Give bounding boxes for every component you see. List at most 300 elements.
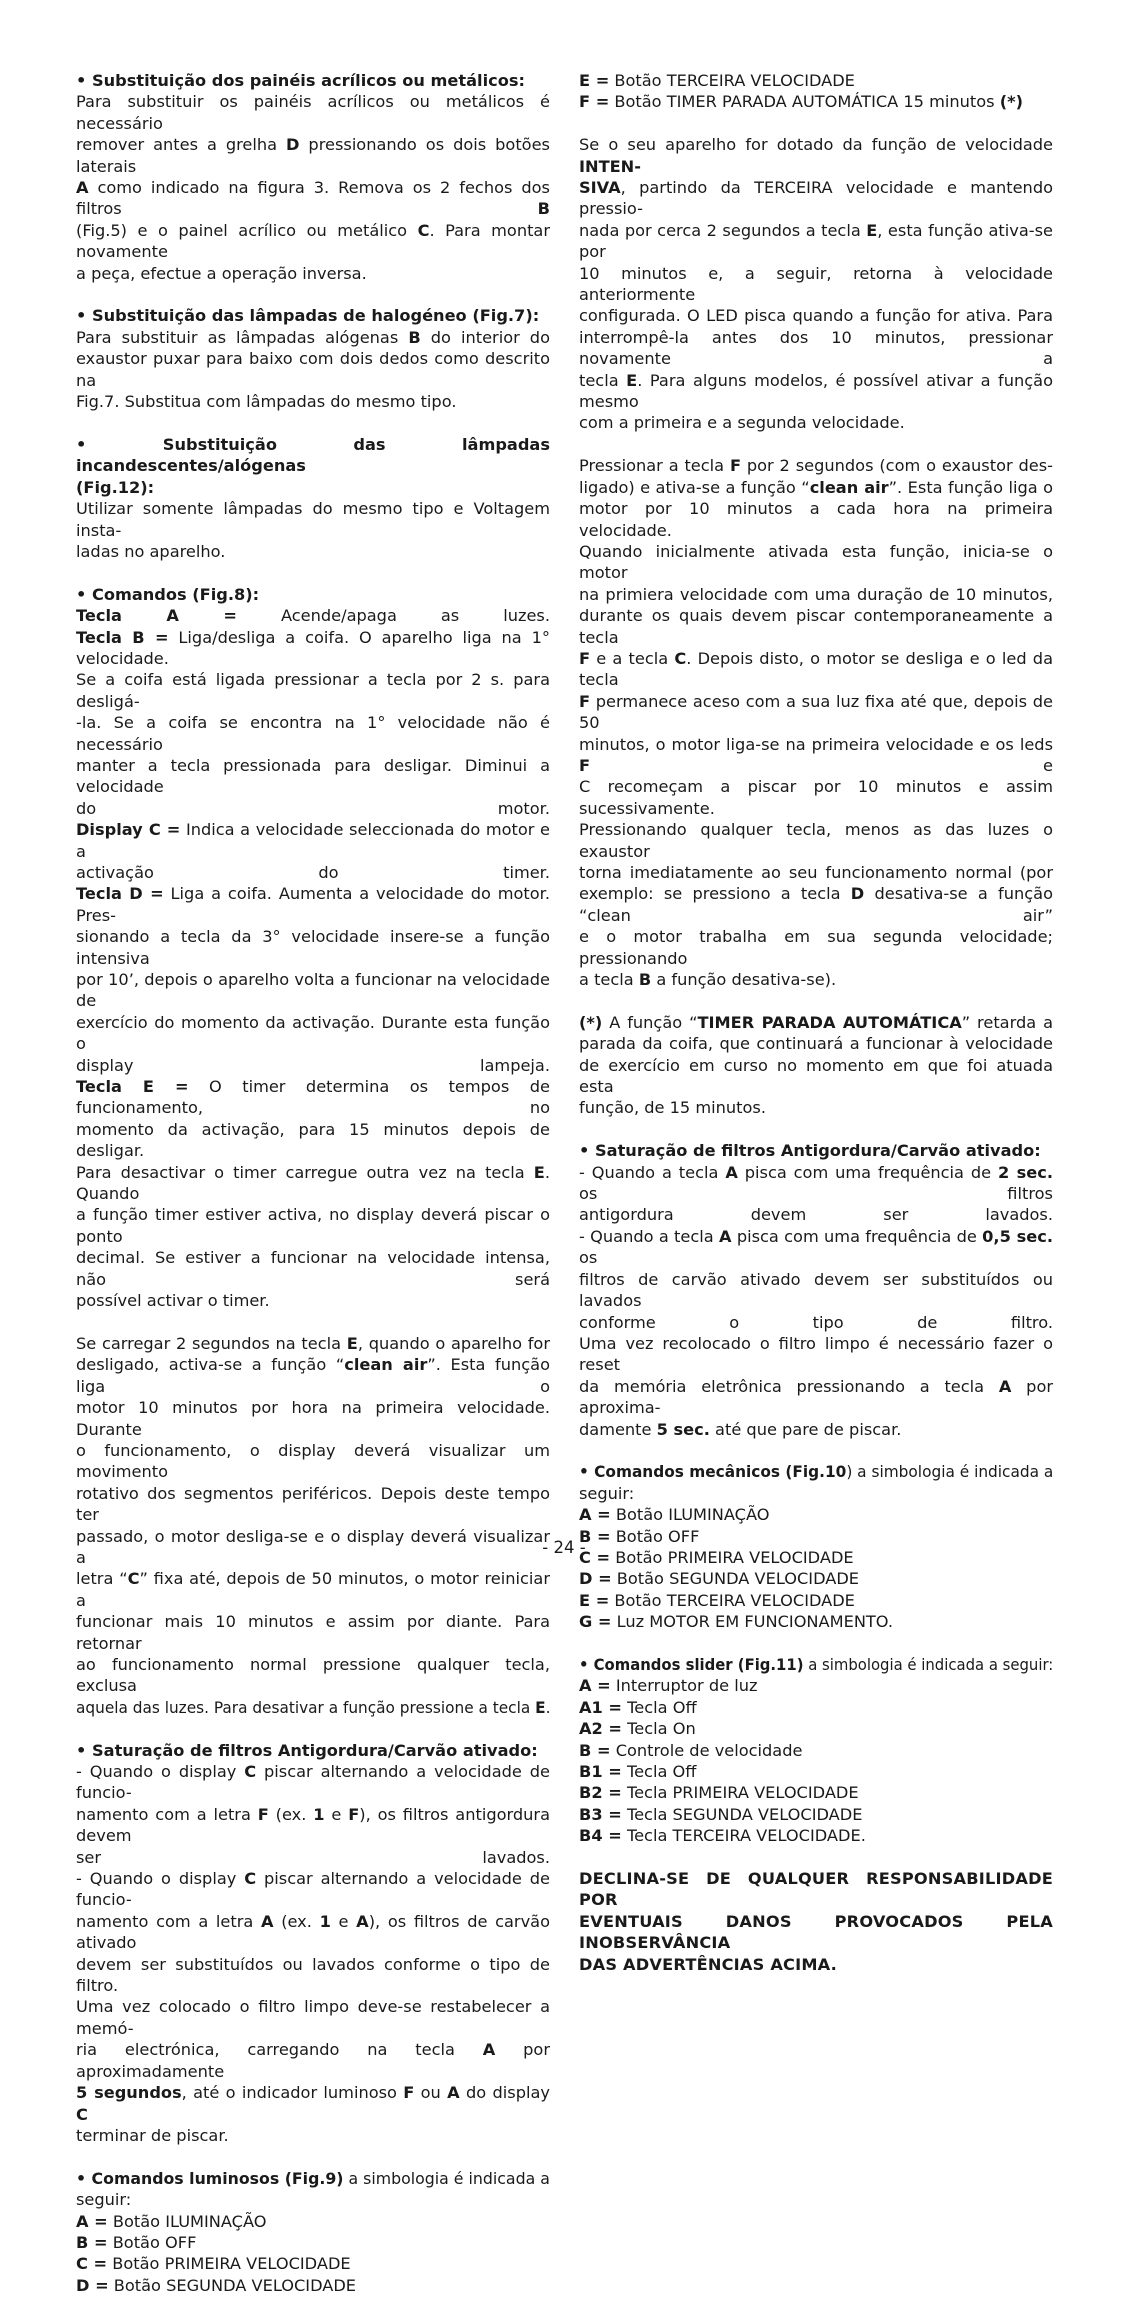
text-run: desativa-se a função “clean air” [579,884,1053,925]
bold-run: A = [579,1505,611,1525]
text-line [579,1740,1053,1761]
section-body [579,455,1053,990]
section-panel-replacement [76,70,550,284]
text-run: os filtros [579,1184,1053,1204]
text-run: a função desativa-se). [651,970,837,990]
text-run: Botão TERCEIRA VELOCIDADE [609,71,855,90]
bold-run: INTEN- [579,156,641,176]
section-slider-controls [579,1654,1053,1847]
section-title: • Substituição dos painéis acrílicos ou metálicos: [76,71,525,90]
text-line [579,1804,1053,1825]
bold-run: B = [579,1740,611,1760]
text-run: , quando o aparelho for [357,1333,550,1353]
text-line [76,1654,550,1697]
bold-run: • Comandos mecânicos (Fig.10 [579,1462,847,1482]
section-body [579,70,1053,113]
bold-run: • Comandos luminosos (Fig.9) [76,2168,344,2188]
section-clean-air [76,1333,550,1718]
text-line [76,605,550,626]
bold-run: Tecla E = [76,1077,189,1097]
text-run: pisca com uma frequência de [737,1162,998,1182]
text-run: . Quando [76,1162,550,1204]
bold-run: A1 = [579,1697,622,1717]
text-run: a simbologia é indicada a [343,2168,550,2188]
section-body [579,1012,1053,1119]
bold-run: B1 = [579,1762,622,1781]
text-line [76,2168,550,2189]
text-run: Botão SEGUNDA VELOCIDADE [611,1569,860,1589]
text-line [579,926,1053,969]
text-line [579,862,1053,883]
bold-run: (*) [579,1012,603,1032]
text-line [579,1761,1053,1782]
text-run: conforme o tipo de filtro. [579,1312,1053,1332]
text-line [579,1012,1053,1033]
bold-run: E [626,370,638,390]
text-run: de exercício em curso no momento em que foi atuada esta [579,1055,1053,1097]
text-line [76,1354,550,1397]
text-run: momento da activação, para 15 minutos depois de desligar. [76,1119,550,1161]
text-line [579,1376,1053,1419]
text-line [76,1911,550,1954]
text-line [579,1675,1053,1696]
text-run: ladas no aparelho. [76,541,226,561]
text-run: Tecla Off [621,1762,697,1781]
text-run: manter a tecla pressionada para desligar. Diminui a velocidade [76,755,550,797]
text-run: possível activar o timer. [76,1291,270,1311]
text-run: ria electrónica, carregando na tecla [76,2040,483,2060]
text-line [76,2211,550,2232]
page-number: - 24 - [542,1538,586,1557]
bold-run: E [346,1333,358,1353]
text-run: interrompê-la antes dos 10 minutos, pressionar novamente a [579,327,1053,369]
text-run: pressionando os dois botões laterais [76,135,550,176]
text-run: funcionar mais 10 minutos e assim por diante. Para retornar [76,1612,550,1653]
text-line [579,1312,1053,1333]
bold-run: A = [76,2211,108,2231]
text-run: -la. Se a coifa se encontra na 1° velocidade não é necessário [76,713,550,754]
section-title: • Substituição das lâmpadas incandescentes/alógenas [76,434,550,476]
bold-run: 2 sec. [998,1162,1054,1182]
bold-run: G = [579,1612,612,1632]
text-run: , partindo da TERCEIRA velocidade e mantendo pressio- [579,178,1053,219]
text-run: antigordura devem ser lavados. [579,1205,1053,1225]
text-run: ), os filtros de carvão ativado [76,1911,550,1953]
text-line [579,541,1053,584]
section-clean-air-f [579,455,1053,990]
text-run: ao funcionamento normal pressione qualquer tecla, exclusa [76,1655,550,1696]
text-run: letra “ [76,1569,128,1589]
text-line [76,1247,550,1290]
text-run: C recomeçam a piscar por 10 minutos e assim sucessivamente. [579,777,1053,818]
text-run: - Quando o display [76,1762,245,1782]
text-line [579,734,1053,777]
bold-run: C [127,1569,140,1589]
text-run: tecla [579,370,627,390]
text-run: devem ser substituídos ou lavados conforme o tipo de filtro. [76,1954,550,1996]
text-run: passado, o motor desliga-se e o display deverá visualizar a [76,1526,550,1567]
text-run: aquela das luzes. Para desativar a função pressione a tecla [76,1697,536,1717]
bold-run: C [76,2104,88,2124]
text-line [579,1697,1053,1718]
text-line [76,220,550,263]
text-line [76,926,550,969]
bold-run: SIVA [579,178,621,198]
section-light-controls [76,2168,550,2296]
text-line [579,1033,1053,1054]
text-line [76,1162,550,1205]
text-run: até que pare de piscar. [709,1419,902,1439]
text-run: ou [414,2083,448,2103]
bold-run: B [638,970,652,990]
text-line [76,1483,550,1526]
section-filter-saturation-2 [579,1140,1053,1440]
bold-run: B2 = [579,1783,622,1803]
text-run: minutos, o motor liga-se na primeira velocidade e os leds [579,734,1053,754]
bold-run: TIMER PARADA AUTOMÁTICA [697,1012,962,1032]
text-line [579,327,1053,370]
bold-run: 1 [313,1804,325,1824]
text-run: . [545,1697,551,1717]
text-run: ”. Esta função liga o [888,477,1053,497]
text-line [76,2253,550,2274]
text-run: Acende/apaga as luzes. [236,606,550,626]
bold-run: B = [76,2232,108,2252]
text-run: na primiera velocidade com uma duração de 10 minutos, [579,584,1053,604]
text-line [76,1568,550,1611]
text-line [579,605,1053,648]
bold-run: F [729,456,742,476]
section-body [76,605,550,1311]
text-run: Para desactivar o timer carregue outra vez na tecla [76,1162,534,1182]
text-run: - Quando a tecla [579,1226,719,1246]
text-run: Para substituir os painéis acrílicos ou metálicos é necessário [76,92,550,133]
text-line [579,1483,1053,1504]
text-line [579,412,1053,433]
text-run: Luz MOTOR EM FUNCIONAMENTO. [611,1612,894,1632]
text-line [76,798,550,819]
bold-run: E [866,220,878,240]
text-run: activação do timer. [76,862,550,882]
text-line [579,1718,1053,1739]
bold-run: E = [579,1590,610,1610]
text-line [579,1419,1053,1440]
text-run: Tecla PRIMEIRA VELOCIDADE [621,1783,859,1803]
text-line [579,1162,1053,1205]
section-body [76,91,550,284]
bold-run: B4 = [579,1826,622,1846]
text-line [76,969,550,1012]
text-line [76,627,550,670]
text-run: Liga a coifa. Aumenta a velocidade do motor. Pres- [76,884,550,925]
text-line [76,1611,550,1654]
text-run: display lampeja. [76,1055,550,1075]
text-run: a função timer estiver activa, no display deverá piscar o ponto [76,1205,550,1246]
text-run: . Depois disto, o motor se desliga e o led da tecla [579,648,1053,690]
text-run: por 10’, depois o aparelho volta a funcionar na velocidade de [76,970,550,1011]
text-line [579,1333,1053,1376]
bold-run: C = [579,1547,611,1567]
text-run: (Fig.5) e o painel acrílico ou metálico [76,220,418,240]
text-run: a tecla [579,970,639,990]
text-line [76,669,550,712]
text-run: por aproxima- [579,1376,1054,1418]
text-run: (ex. [273,1911,320,1931]
text-run: parada da coifa, que continuará a funcionar à velocidade [579,1034,1053,1054]
text-run: ” fixa até, depois de 50 minutos, o motor reiniciar a [76,1569,550,1610]
text-line [579,1611,1053,1632]
bold-run: A [260,1911,274,1931]
section-body [579,1654,1053,1847]
text-line [76,819,550,862]
section-body [76,327,550,413]
text-run: 10 minutos e, a seguir, retorna à velocidade anteriormente [579,263,1053,305]
bold-run: B = [579,1526,611,1546]
bold-run: Tecla D = [76,884,164,904]
text-run: - Quando o display [76,1869,245,1889]
text-run: seguir: [76,2190,132,2210]
right-column [579,70,1053,1996]
text-line [76,1847,550,1868]
text-line [76,1012,550,1055]
bold-run: • Comandos slider (Fig.11) [579,1654,804,1674]
text-run: , esta função ativa-se por [579,220,1053,262]
text-line [76,755,550,798]
text-line [579,1782,1053,1803]
text-line [76,1397,550,1440]
text-run: ) a simbologia é indicada a [846,1462,1054,1482]
text-run: exercício do momento da activação. Durante esta função o [76,1012,550,1054]
text-run: namento com a letra [76,1911,261,1931]
text-run: ” retarda a [961,1012,1054,1032]
text-run: Pressionando qualquer tecla, menos as das luzes o exaustor [579,820,1053,861]
text-line [76,2232,550,2253]
text-run: por aproximadamente [76,2040,550,2081]
text-run: o funcionamento, o display deverá visualizar um movimento [76,1440,550,1482]
text-line [76,348,550,391]
section-body [76,2168,550,2296]
text-line [579,1097,1053,1118]
bold-run: A [482,2040,496,2060]
section-body [76,1333,550,1718]
bold-run: A = [579,1676,611,1696]
text-run: pisca com uma frequência de [731,1226,983,1246]
text-line [579,1590,1053,1611]
text-run: decimal. Se estiver a funcionar na velocidade intensa, não será [76,1248,550,1289]
text-line [76,1290,550,1311]
text-run: Botão OFF [610,1526,700,1546]
text-run: permanece aceso com a sua luz fixa até que, depois de 50 [579,691,1053,733]
bold-run: E = [579,71,610,90]
text-run: motor 10 minutos por hora na primeira velocidade. Durante [76,1398,550,1439]
text-line [76,2125,550,2146]
text-run: Botão SEGUNDA VELOCIDADE [108,2275,357,2295]
text-line [76,2082,550,2125]
bold-run: A [447,2083,460,2103]
bold-run: F = [579,92,610,112]
text-line [579,1226,1053,1269]
section-intensive-speed [579,134,1053,434]
text-run: Tecla SEGUNDA VELOCIDADE [621,1804,863,1824]
text-line [76,1697,550,1718]
text-run: ser lavados. [76,1847,550,1867]
text-run: exemplo: se pressiono a tecla [579,884,851,904]
text-line [76,712,550,755]
text-run: A função “ [602,1012,698,1032]
text-run: Quando inicialmente ativada esta função, inicia-se o motor [579,541,1053,583]
text-line [76,91,550,134]
text-line [579,1055,1053,1098]
bold-run: Tecla B = [76,627,169,647]
text-run: Fig.7. Substitua com lâmpadas do mesmo tipo. [76,392,457,412]
text-run: os [579,1248,598,1268]
text-line [76,177,550,220]
text-run: nada por cerca 2 segundos a tecla [579,220,867,240]
text-run: filtros de carvão ativado devem ser substituídos ou lavados [579,1269,1053,1311]
bold-run: F [257,1804,269,1824]
text-run: Indica a velocidade seleccionada do motor e a [76,820,550,861]
text-run: do interior do [420,327,550,347]
text-run: Botão PRIMEIRA VELOCIDADE [610,1547,854,1567]
bold-run: A2 = [579,1719,622,1739]
text-run: - Quando a tecla [579,1162,726,1182]
text-run: e [590,755,1053,775]
section-buttons-cont [579,70,1053,113]
text-run: Controle de velocidade [610,1740,803,1760]
text-line [579,305,1053,326]
bold-run: Tecla A = [76,606,237,626]
bold-run: A [998,1376,1012,1396]
text-run: Botão TIMER PARADA AUTOMÁTICA 15 minutos [609,92,1000,112]
text-line [76,327,550,348]
bold-run: F [579,755,591,775]
bold-run: F [579,691,591,711]
text-run: e o motor trabalha em sua segunda velocidade; pressionando [579,927,1053,968]
text-line [579,1204,1053,1225]
section-title: • Comandos (Fig.8): [76,584,260,604]
text-run: função, de 15 minutos. [579,1098,766,1118]
bold-run: D = [76,2275,109,2295]
text-run: do motor. [76,798,550,818]
bold-run: 5 sec. [656,1419,710,1439]
text-run: Interruptor de luz [610,1676,758,1696]
text-line [76,1333,550,1354]
text-run: Tecla Off [622,1697,697,1717]
text-run: do display [459,2083,550,2103]
text-line [579,70,1053,91]
text-line [579,263,1053,306]
text-run: a simbologia é indicada a seguir: [803,1654,1054,1674]
warning-line: DECLINA-SE DE QUALQUER RESPONSABILIDADE POR [579,1869,1053,1910]
text-run: Se carregar 2 segundos na tecla [76,1333,347,1353]
text-line [76,391,550,412]
bold-run: 5 segundos [76,2083,182,2103]
text-run: Tecla TERCEIRA VELOCIDADE. [621,1826,866,1846]
text-line [579,370,1053,413]
bold-run: C [244,1869,257,1889]
text-line [579,455,1053,476]
text-line [76,1204,550,1247]
bold-run: A [718,1226,732,1246]
text-run: da memória eletrônica pressionando a tecla [579,1376,999,1396]
text-line [579,91,1053,112]
text-run: ligado) e ativa-se a função “ [579,477,810,497]
bold-run: C [674,648,687,668]
text-run: seguir: [579,1483,635,1503]
text-run: (ex. [268,1804,314,1824]
text-line [579,648,1053,691]
text-line [76,883,550,926]
text-line [76,1996,550,2039]
section-body [76,498,550,562]
text-run: Botão ILUMINAÇÃO [610,1505,770,1525]
text-run: Tecla On [622,1719,696,1739]
bold-run: 1 [319,1911,331,1931]
text-line [76,1804,550,1847]
text-line [579,1654,1053,1675]
text-line [76,2275,550,2296]
bold-run: B [537,199,550,219]
text-line [579,177,1053,220]
text-run: durante os quais devem piscar contemporaneamente a tecla [579,606,1053,647]
text-run: Para substituir as lâmpadas alógenas [76,327,409,347]
text-run: configurada. O LED pisca quando a função for ativa. Para [579,306,1053,326]
text-run: Pressionar a tecla [579,456,730,476]
bold-run: C = [76,2254,108,2274]
bold-run: D [286,135,300,155]
bold-run: F [403,2083,415,2103]
text-line [579,691,1053,734]
text-line [579,883,1053,926]
text-run: ”. Esta função liga o [76,1355,550,1396]
text-line [76,1119,550,1162]
bold-run: A [76,178,89,198]
warning-line: DAS ADVERTÊNCIAS ACIMA. [579,1954,838,1974]
text-run: terminar de piscar. [76,2125,229,2145]
bold-run: A [356,1911,369,1931]
text-line [579,776,1053,819]
bold-run: clean air [809,477,889,497]
text-line [579,1269,1053,1312]
text-run: Utilizar somente lâmpadas do mesmo tipo e Voltagem insta- [76,499,550,540]
text-run: Botão ILUMINAÇÃO [107,2211,267,2231]
text-line [76,1055,550,1076]
text-run: torna imediatamente ao seu funcionamento normal (por [579,863,1053,882]
text-line [579,1825,1053,1846]
text-run: e a tecla [590,648,675,668]
bold-run: C [244,1762,257,1782]
text-run: Botão OFF [107,2232,197,2252]
bold-run: E [533,1162,545,1182]
text-run: ), os filtros antigordura devem [76,1804,550,1846]
text-run: por 2 segundos (com o exaustor des- [741,456,1053,476]
text-run: . Para alguns modelos, é possível ativar a função mesmo [579,370,1053,412]
section-title: • Saturação de filtros Antigordura/Carvão ativado: [76,1740,538,1760]
text-run: . Para montar novamente [76,220,551,262]
text-run: sionando a tecla da 3° velocidade insere-se a função intensiva [76,927,550,968]
text-line [579,584,1053,605]
text-line [76,498,550,541]
section-controls-fig8 [76,584,550,1312]
text-run: exaustor puxar para baixo com dois dedos como descrito na [76,349,550,390]
text-line [76,1761,550,1804]
text-run: motor por 10 minutos a cada hora na primeira velocidade. [579,499,1053,540]
section-filter-saturation [76,1740,550,2147]
text-run: rotativo dos segmentos periféricos. Depois deste tempo ter [76,1483,550,1525]
text-run: piscar alternando a velocidade de funcio- [76,1869,550,1910]
text-line [76,263,550,284]
text-line [76,1954,550,1997]
